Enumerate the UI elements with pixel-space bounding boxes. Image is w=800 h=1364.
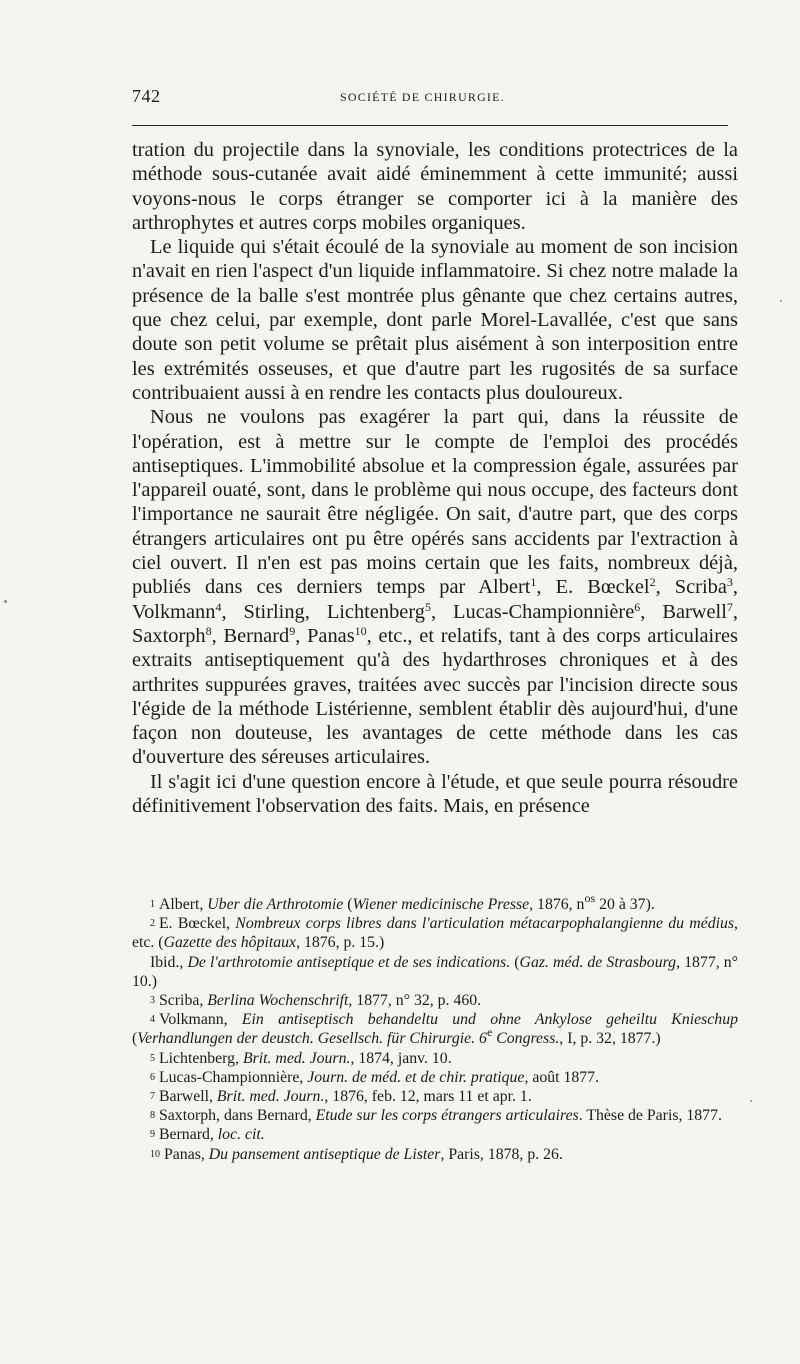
footnote-ref-6: 6: [634, 599, 641, 614]
footnote-ref-9: 9: [289, 623, 296, 638]
paragraph-3: Nous ne voulons pas exagérer la part qui, dans la réussite de l'opération, est à mettre sur le compte de l'emploi des procédés antiseptiques. L'immobilité absolue et la compression égale, assurées par l'appareil ouaté, sont, dans le problème qui nous occupe, des facteurs dont l'importance ne saurait être négligée. On sait, d'autre part, que des corps étrangers articulaires ont pu être opérés sans accidents par l'extraction à ciel ouvert. Il n'en est pas moins certain que les faits, nombreux déjà, publiés dans ces derniers temps par Albert$^1$, E. Bœckel$^2$, Scriba$^3$, Volkmann$^4$, Stirling, Lichtenberg$^5$, Lucas-Championnière$^6$, Barwell$^7$, Saxtorph$^8$, Bernard$^9$, Panas$^{10}$, etc., et relatifs, tant à des corps articulaires extraits antiseptiquement qu'à des hydarthroses chroniques et à des arthrites suppurées graves, traitées avec succès par l'incision directe sous l'égide de la méthode Listérienne, semblent établir dès aujourd'hui, d'une façon non douteuse, les avantages de cette méthode dans les cas d'ouverture des séreuses articulaires.: [132, 406, 738, 769]
footnote-9: 9 Bernard, loc. cit.: [150, 1126, 265, 1144]
header-rule: [132, 125, 728, 126]
page-number: 742: [132, 86, 161, 106]
footnote-10: 10 Panas, Du pansement antiseptique de Lister, Paris, 1878, p. 26.: [150, 1145, 563, 1163]
footnote-6: 6 Lucas-Championnière, Journ. de méd. et de chir. pratique, août 1877.: [150, 1068, 600, 1086]
footnote-ref-7: 7: [726, 599, 733, 614]
footnote-ref-5: 5: [424, 599, 431, 614]
footnotes: [132, 891, 738, 1164]
footnote-2: 2 E. Bœckel, Nombreux corps libres dans l'articulation métacarpophalangienne du médius, etc. (Gazette des hôpitaux, 1876, p. 15.): [132, 915, 738, 952]
footnote-ref-8: 8: [205, 623, 212, 638]
footnote-3: 3 Scriba, Berlina Wochenschrift, 1877, n° 32, p. 460.: [150, 992, 482, 1010]
paper-speck: [4, 600, 7, 603]
footnote-ref-3: 3: [726, 575, 733, 590]
paper-speck: [750, 1100, 752, 1102]
footnote-4: 4 Volkmann, Ein antiseptisch behandeltu und ohne Ankylose geheiltu Knieschup (Verhandlungen der deustch. Gesellsch. für Chirurgie. 6e Congress., I, p. 32, 1877.): [132, 1011, 738, 1048]
footnote-8: 8 Saxtorph, dans Bernard, Etude sur les corps étrangers articulaires. Thèse de Paris, 1877.: [150, 1107, 722, 1125]
paragraph-1: tration du projectile dans la synoviale, les conditions protectrices de la méthode sous-cutanée avait aidé éminemment à cette immunité; aussi voyons-nous le corps étranger se comporter ici à la manière des arthrophytes et autres corps mobiles organiques.: [132, 139, 738, 234]
footnote-ref-4: 4: [215, 599, 222, 614]
page-header: [132, 86, 738, 116]
body-text: [132, 138, 738, 818]
footnote-1: 1 Albert, Uber die Arthrotomie (Wiener medicinische Presse, 1876, $n^{os}$ 20 à 37).: [150, 891, 655, 913]
footnote-2-ibid: Ibid., De l'arthrotomie antiseptique et de ses indications. (Gaz. méd. de Strasbourg, 1877, n° 10.): [132, 953, 738, 990]
footnote-ref-10: 10: [354, 623, 367, 638]
footnote-5: 5 Lichtenberg, Brit. med. Journ., 1874, janv. 10.: [150, 1049, 452, 1067]
paragraph-4: Il s'agit ici d'une question encore à l'étude, et que seule pourra résoudre définitivement l'observation des faits. Mais, en présence: [132, 770, 738, 818]
footnote-ref-2: 2: [649, 575, 656, 590]
running-head: SOCIÉTÉ DE CHIRURGIE.: [340, 90, 505, 104]
footnote-ref-1: 1: [530, 575, 537, 590]
footnote-7: 7 Barwell, Brit. med. Journ., 1876, feb. 12, mars 11 et apr. 1.: [150, 1088, 532, 1106]
paragraph-2: Le liquide qui s'était écoulé de la synoviale au moment de son incision n'avait en rien l'aspect d'un liquide inflammatoire. Si chez notre malade la présence de la balle s'est montrée plus gênante que chez certains autres, que chez celui, par exemple, dont parle Morel-Lavallée, c'est que sans doute son petit volume se prêtait plus aisément à son interposition entre les extrémités osseuses, et que d'autre part les rugosités de sa surface contribuaient aussi à en rendre les contacts plus douloureux.: [132, 236, 738, 404]
paper-speck: [780, 300, 782, 302]
